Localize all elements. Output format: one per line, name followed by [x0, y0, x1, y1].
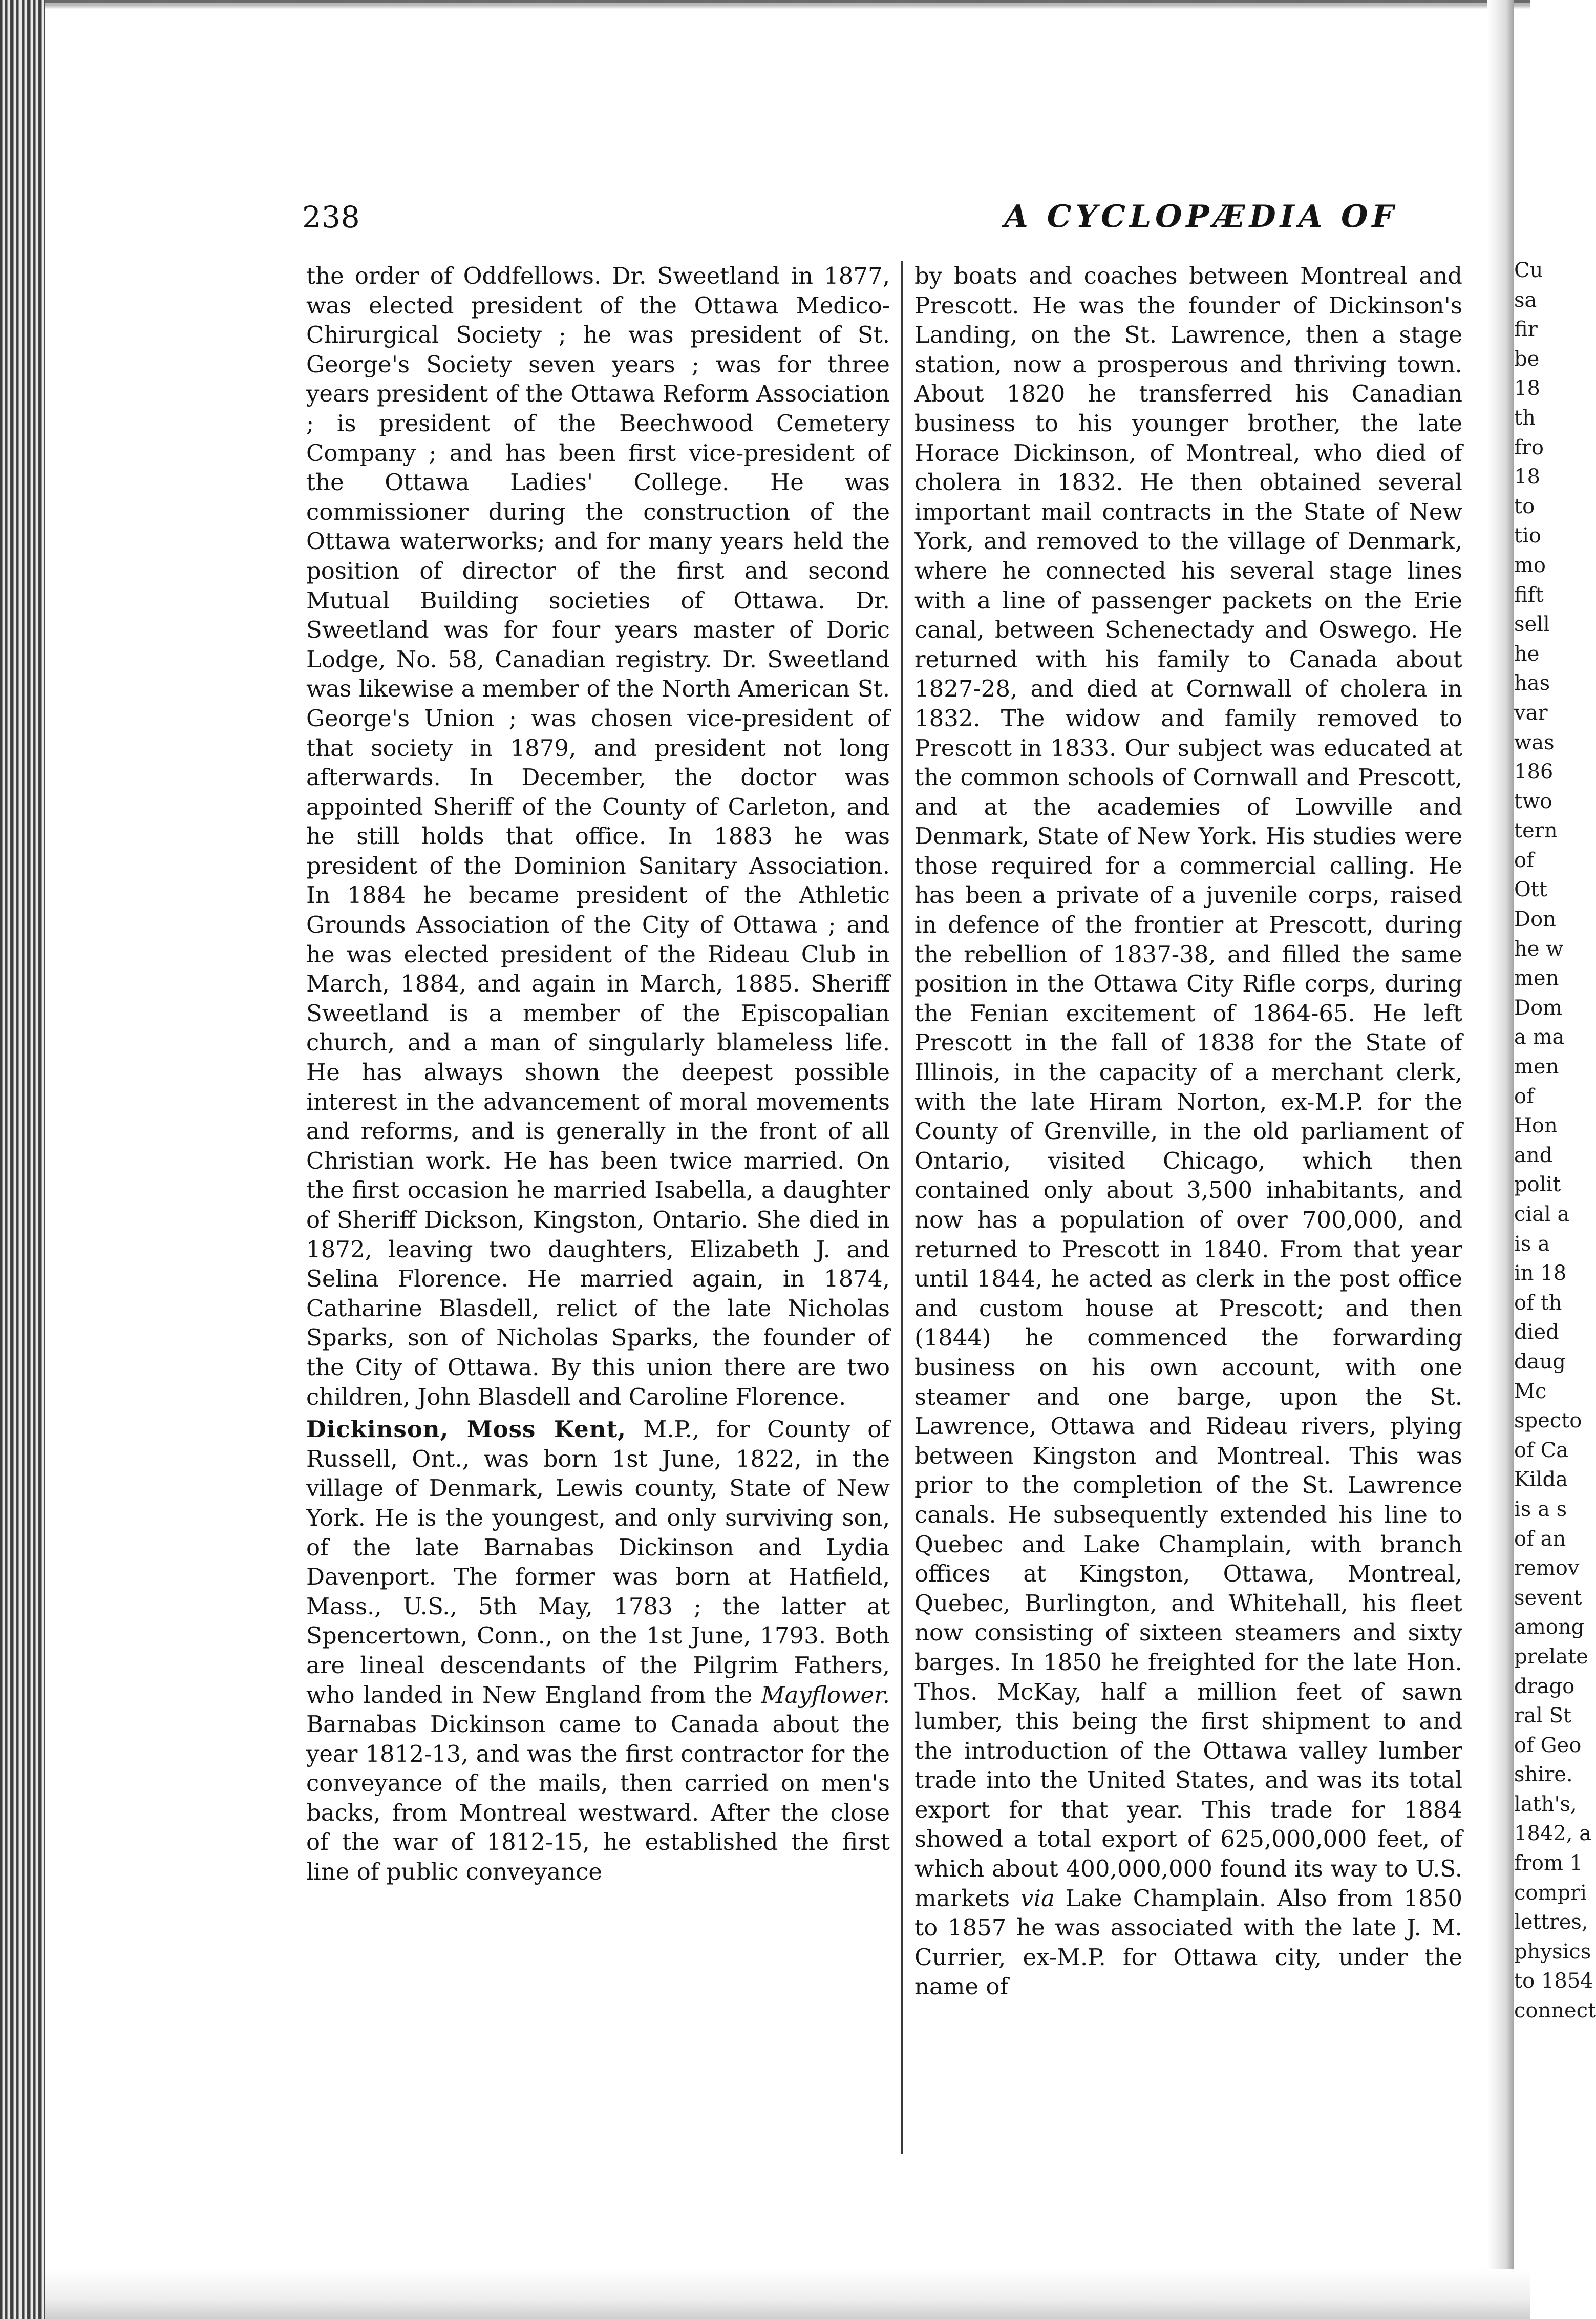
next-page-fragment: remov [1514, 1556, 1580, 1580]
next-page-fragment: of Ca [1514, 1438, 1569, 1462]
next-page-fragment: 18 [1514, 376, 1540, 400]
next-page-fragment: he w [1514, 937, 1564, 961]
dickinson-entry [306, 1415, 890, 1887]
dickinson-continued [914, 261, 1462, 2001]
next-page-fragment: men [1514, 1055, 1559, 1079]
next-page-fragment: prelate [1514, 1645, 1588, 1669]
next-page-fragment: sevent [1514, 1586, 1582, 1610]
next-page-fragment: lath's, [1514, 1792, 1577, 1816]
next-page-fragment: fro [1514, 435, 1544, 459]
next-page-fragment: Dom [1514, 996, 1563, 1020]
right-column [914, 261, 1462, 2001]
next-page-fragment: men [1514, 966, 1559, 990]
left-column [306, 261, 890, 1887]
next-page-fragment: was [1514, 730, 1555, 754]
next-page-fragment: Kilda [1514, 1468, 1568, 1492]
next-page-fragment: in 18 [1514, 1261, 1567, 1285]
via-word: via [1020, 1884, 1055, 1912]
next-page-fragment: of Geo [1514, 1733, 1582, 1757]
next-page-fragment: 186 [1514, 760, 1554, 784]
running-title: A CYCLOPÆDIA OF [1004, 199, 1398, 235]
next-page-fragment: shire. [1514, 1763, 1573, 1787]
next-page-fragment: fift [1514, 583, 1544, 607]
entry-text-end: Barnabas Dickinson came to Canada about the year 1812-13, and was the first contractor for the conveyance of the mails, then carried on men's backs, from Montreal westward. After the close of the war of 1812-15, he established the first line of public conveyance [306, 1711, 890, 1886]
entry-text-start: M.P., for County of Russell, Ont., was born 1st June, 1822, in the village of Denmark, Lewis county, State of New York. He is the youngest, and only surviving son, of the late Barnabas Dickinson and Lydia Davenport. The former was born at Hatfield, Mass., U.S., 5th May, 1783 ; the latter at Spencertown, Conn., on the 1st June, 1793. Both are lineal descendants of the Pilgrim Fathers, who landed in New England from the [306, 1416, 890, 1709]
next-page-strip [1514, 256, 1596, 2049]
page-number: 238 [302, 200, 360, 235]
sweetland-paragraph: the order of Oddfellows. Dr. Sweetland in 1877, was elected president of the Ottawa Medico-Chirurgical Society ; he was president of St. George's Society seven years ; was for three years president of the Ottawa Reform Association ; is president of the Beechwood Cemetery Company ; and has been first vice-president of the Ottawa Ladies' College. He was commissioner during the construction of the Ottawa waterworks; and for many years held the position of director of the first and second Mutual Building societies of Ottawa. Dr. Sweetland was for four years master of Doric Lodge, No. 58, Canadian registry. Dr. Sweetland was likewise a member of the North American St. George's Union ; was chosen vice-president of that society in 1879, and president not long afterwards. In December, the doctor was appointed Sheriff of the County of Carleton, and he still holds that office. In 1883 he was president of the Dominion Sanitary Association. In 1884 he became president of the Athletic Grounds Association of the City of Ottawa ; and he was elected president of the Rideau Club in March, 1884, and again in March, 1885. Sheriff Sweetland is a member of the Episcopalian church, and a man of singularly blameless life. He has always shown the deepest possible interest in the advancement of moral movements and reforms, and is generally in the front of all Christian work. He has been twice married. On the first occasion he married Isabella, a daughter of Sheriff Dickson, Kingston, Ontario. She died in 1872, leaving two daughters, Elizabeth J. and Selina Florence. He married again, in 1874, Catharine Blasdell, relict of the late Nicholas Sparks, son of Nicholas Sparks, the founder of the City of Ottawa. By this union there are two children, John Blasdell and Caroline Florence. [306, 262, 890, 1410]
next-page-fragment: Cu [1514, 259, 1543, 282]
ship-name: Mayflower. [761, 1681, 890, 1709]
next-page-fragment: from 1 [1514, 1851, 1583, 1875]
next-page-fragment: var [1514, 701, 1548, 725]
next-page-fragment: sell [1514, 613, 1550, 637]
next-page-fragment: mo [1514, 553, 1546, 577]
next-page-fragment: lettres, [1514, 1910, 1588, 1934]
next-page-fragment: is a [1514, 1232, 1550, 1256]
next-page-fragment: to 1854 [1514, 1969, 1593, 1993]
next-page-fragment: polit [1514, 1173, 1561, 1197]
next-page-fragment: Ott [1514, 878, 1547, 902]
next-page-fragment: ral St [1514, 1704, 1571, 1728]
next-page-fragment: to [1514, 494, 1535, 518]
next-page-fragment: compri [1514, 1881, 1587, 1905]
next-page-fragment: tio [1514, 524, 1541, 548]
next-page-fragment: of th [1514, 1291, 1562, 1315]
next-page-fragment: 18 [1514, 465, 1540, 489]
next-page-fragment: is a s [1514, 1497, 1567, 1521]
next-page-fragment: Hon [1514, 1114, 1558, 1138]
scan-edge-bottom [45, 2269, 1530, 2319]
next-page-fragment: among [1514, 1615, 1585, 1639]
next-page-fragment: two [1514, 789, 1552, 813]
next-page-fragment: be [1514, 347, 1540, 371]
running-head [287, 189, 1464, 241]
next-page-fragment: of an [1514, 1527, 1566, 1551]
next-page-fragment: died [1514, 1320, 1559, 1344]
next-page-fragment: drago [1514, 1674, 1575, 1698]
next-page-fragment: th [1514, 406, 1536, 430]
scan-edge-top [45, 0, 1530, 22]
next-page-fragment: and [1514, 1143, 1553, 1167]
next-page-fragment: a ma [1514, 1025, 1565, 1049]
next-page-fragment: connect [1514, 1999, 1596, 2023]
next-page-fragment: fir [1514, 318, 1538, 342]
book-gutter [1487, 0, 1514, 2319]
next-page-fragment: physics [1514, 1939, 1591, 1964]
scan-edge-left [0, 0, 45, 2319]
next-page-fragment: Don [1514, 908, 1556, 932]
right-text-start: by boats and coaches between Montreal and Prescott. He was the founder of Dickinson's Landing, on the St. Lawrence, then a stage station, now a prosperous and thriving town. About 1820 he transferred his Canadian business to his younger brother, the late Horace Dickinson, of Montreal, who died of cholera in 1832. He then obtained several important mail contracts in the State of New York, and removed to the village of Denmark, where he connected his several stage lines with a line of passenger packets on the Erie canal, between Schenectady and Oswego. He returned with his family to Canada about 1827-28, and died at Cornwall of cholera in 1832. The widow and family removed to Prescott in 1833. Our subject was educated at the common schools of Cornwall and Prescott, and at the academies of Lowville and Denmark, State of New York. His studies were those required for a commercial calling. He has been a private of a juvenile corps, raised in defence of the frontier at Prescott, during the rebellion of 1837-38, and filled the same position in the Ottawa City Rifle corps, during the Fenian excitement of 1864-65. He left Prescott in the fall of 1838 for the State of Illinois, in the capacity of a merchant clerk, with the late Hiram Norton, ex-M.P. for the County of Grenville, in the old parliament of Ontario, visited Chicago, which then contained only about 3,500 inhabitants, and now has a population of over 700,000, and returned to Prescott in 1840. From that year until 1844, he acted as clerk in the post office and custom house at Prescott; and then (1844) he commenced the forwarding business on his own account, with one steamer and one barge, upon the St. Lawrence, Ottawa and Rideau rivers, plying between Kingston and Montreal. This was prior to the completion of the St. Lawrence canals. He subsequently extended his line to Quebec and Lake Champlain, with branch offices at Kingston, Ottawa, Montreal, Quebec, Burlington, and Whitehall, his fleet now consisting of sixteen steamers and sixty barges. In 1850 he freighted for the late Hon. Thos. McKay, half a million feet of sawn lumber, this being the first shipment to and the introduction of the Ottawa valley lumber trade into the United States, and was its total export for that year. This trade for 1884 showed a total export of 625,000,000 feet, of which about 400,000,000 found its way to U.S. markets [914, 262, 1462, 1912]
next-page-fragment: Mc [1514, 1379, 1547, 1403]
next-page-fragment: he [1514, 642, 1540, 666]
next-page-fragment: cial a [1514, 1203, 1570, 1226]
next-page-fragment: specto [1514, 1409, 1582, 1433]
book-page [287, 189, 1464, 2166]
next-page-fragment: 1842, a [1514, 1822, 1592, 1846]
next-page-fragment: of [1514, 848, 1534, 872]
next-page-fragment: tern [1514, 819, 1558, 843]
entry-name: Dickinson, Moss Kent, [306, 1416, 626, 1443]
next-page-fragment: daug [1514, 1350, 1566, 1374]
next-page-fragment: sa [1514, 288, 1537, 312]
right-text-end: Lake Champlain. Also from 1850 to 1857 he was associated with the late J. M. Currier, ex-M.P. for Ottawa city, under the name of [914, 1884, 1462, 2000]
next-page-fragment: has [1514, 671, 1550, 695]
column-divider [901, 261, 903, 2154]
next-page-fragment: of [1514, 1084, 1534, 1108]
